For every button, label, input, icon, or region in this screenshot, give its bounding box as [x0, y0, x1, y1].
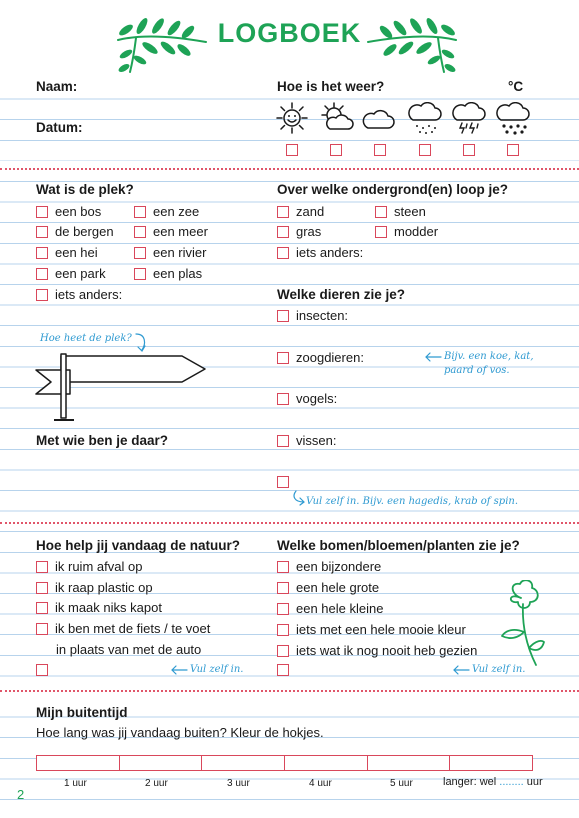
time-tick-label: 4 uur [309, 778, 332, 789]
ground-question: Over welke ondergrond(en) loop je? [277, 182, 509, 197]
outdoor-time-question: Hoe lang was jij vandaag buiten? Kleur de hokjes. [36, 725, 324, 740]
ground-option[interactable]: modder [375, 224, 438, 239]
checkbox[interactable] [277, 310, 289, 322]
nature-question: Hoe help jij vandaag de natuur? [36, 538, 241, 553]
weather-sun-cloud-checkbox[interactable] [330, 144, 342, 156]
right-branch-icon [366, 14, 462, 76]
company-question: Met wie ben je daar? [36, 433, 169, 448]
checkbox[interactable] [134, 268, 146, 280]
place-option[interactable]: iets anders: [36, 287, 122, 302]
section-divider [0, 522, 579, 524]
time-tick-label: 2 uur [145, 778, 168, 789]
mammals-note-line2: paard of vos. [444, 365, 510, 376]
weather-snow-checkbox[interactable] [507, 144, 519, 156]
checkbox[interactable] [36, 206, 48, 218]
curved-arrow-icon [134, 332, 150, 354]
animals-question: Welke dieren zie je? [277, 287, 406, 302]
checkbox[interactable] [277, 561, 289, 573]
checkbox[interactable] [36, 247, 48, 259]
ground-option[interactable]: steen [375, 204, 426, 219]
nature-option[interactable]: ik maak niks kapot [36, 600, 162, 615]
time-bar[interactable] [36, 755, 533, 771]
place-option[interactable]: een zee [134, 204, 199, 219]
page-number: 2 [17, 787, 25, 802]
sign-note: Hoe heet de plek? [40, 333, 132, 344]
sun-icon [275, 101, 309, 135]
time-tick-label: 3 uur [227, 778, 250, 789]
animal-option[interactable]: vissen: [277, 433, 336, 448]
plant-option[interactable]: iets met een hele mooie kleur [277, 622, 466, 637]
place-option[interactable]: een meer [134, 224, 208, 239]
nature-option-continuation: in plaats van met de auto [56, 642, 202, 657]
checkbox[interactable] [277, 352, 289, 364]
checkbox[interactable] [375, 226, 387, 238]
longer-label: langer: wel ........ uur [443, 776, 543, 788]
checkbox[interactable] [277, 624, 289, 636]
plant-option[interactable]: een hele kleine [277, 601, 383, 616]
animal-option[interactable]: vogels: [277, 391, 337, 406]
checkbox[interactable] [36, 289, 48, 301]
weather-cloud-checkbox[interactable] [374, 144, 386, 156]
name-label: Naam: [36, 79, 78, 94]
checkbox[interactable] [277, 435, 289, 447]
time-bar-box[interactable] [202, 756, 285, 770]
ground-option[interactable]: zand [277, 204, 324, 219]
animals-extra-note: Vul zelf in. Bijv. een hagedis, krab of spin. [306, 496, 519, 507]
flower-icon [496, 580, 546, 670]
arrow-left-icon [452, 665, 470, 675]
nature-option[interactable]: ik ben met de fiets / te voet [36, 621, 210, 636]
checkbox[interactable] [36, 582, 48, 594]
checkbox[interactable] [36, 226, 48, 238]
place-option[interactable]: een rivier [134, 245, 206, 260]
plants-question: Welke bomen/bloemen/planten zie je? [277, 538, 520, 553]
arrow-left-icon [424, 352, 442, 362]
checkbox[interactable] [36, 602, 48, 614]
nature-extra-checkbox[interactable] [36, 664, 48, 676]
animal-option[interactable]: zoogdieren: [277, 350, 364, 365]
page-title: LOGBOEK [217, 18, 362, 48]
plant-option[interactable]: een hele grote [277, 580, 379, 595]
plant-option[interactable]: een bijzondere [277, 559, 381, 574]
checkbox[interactable] [36, 561, 48, 573]
nature-option[interactable]: ik raap plastic op [36, 580, 153, 595]
place-option[interactable]: de bergen [36, 224, 114, 239]
place-option[interactable]: een hei [36, 245, 98, 260]
ground-option[interactable]: gras [277, 224, 321, 239]
checkbox[interactable] [277, 645, 289, 657]
checkbox[interactable] [134, 226, 146, 238]
weather-storm-checkbox[interactable] [463, 144, 475, 156]
footer-band [0, 780, 579, 818]
checkbox[interactable] [375, 206, 387, 218]
time-bar-box[interactable] [37, 756, 120, 770]
time-bar-box[interactable] [285, 756, 368, 770]
weather-sun-checkbox[interactable] [286, 144, 298, 156]
checkbox[interactable] [277, 393, 289, 405]
sun-cloud-icon [318, 101, 356, 135]
time-bar-box[interactable] [120, 756, 203, 770]
place-option[interactable]: een plas [134, 266, 202, 281]
plant-option[interactable]: iets wat ik nog nooit heb gezien [277, 643, 477, 658]
section-divider [0, 168, 579, 170]
animal-extra-checkbox[interactable] [277, 476, 289, 488]
weather-rain-checkbox[interactable] [419, 144, 431, 156]
plants-note: Vul zelf in. [472, 664, 526, 675]
outdoor-time-title: Mijn buitentijd [36, 705, 128, 720]
time-tick-label: 1 uur [64, 778, 87, 789]
section-divider [0, 690, 579, 692]
checkbox[interactable] [277, 226, 289, 238]
place-question: Wat is de plek? [36, 182, 134, 197]
time-bar-box[interactable] [368, 756, 451, 770]
ground-option[interactable]: iets anders: [277, 245, 363, 260]
time-bar-box[interactable] [450, 756, 532, 770]
mammals-note-line1: Bijv. een koe, kat, [444, 351, 534, 362]
nature-note: Vul zelf in. [190, 664, 244, 675]
checkbox[interactable] [277, 603, 289, 615]
curved-arrow-icon [290, 490, 306, 506]
signpost-icon [32, 352, 208, 424]
checkbox[interactable] [36, 268, 48, 280]
plant-extra-checkbox[interactable] [277, 664, 289, 676]
animal-option[interactable]: insecten: [277, 308, 348, 323]
checkbox[interactable] [134, 206, 146, 218]
checkbox[interactable] [134, 247, 146, 259]
checkbox[interactable] [277, 206, 289, 218]
arrow-left-icon [170, 665, 188, 675]
checkbox[interactable] [277, 582, 289, 594]
date-label: Datum: [36, 120, 83, 135]
checkbox[interactable] [36, 623, 48, 635]
place-option[interactable]: een bos [36, 204, 101, 219]
time-tick-label: 5 uur [390, 778, 413, 789]
place-option[interactable]: een park [36, 266, 106, 281]
checkbox[interactable] [277, 247, 289, 259]
weather-question: Hoe is het weer? [277, 79, 385, 94]
temperature-unit: °C [508, 79, 524, 94]
rain-cloud-icon [407, 102, 443, 136]
nature-option[interactable]: ik ruim afval op [36, 559, 142, 574]
cloud-icon [362, 104, 396, 134]
snow-cloud-icon [495, 102, 531, 136]
thunderstorm-icon [451, 102, 487, 136]
